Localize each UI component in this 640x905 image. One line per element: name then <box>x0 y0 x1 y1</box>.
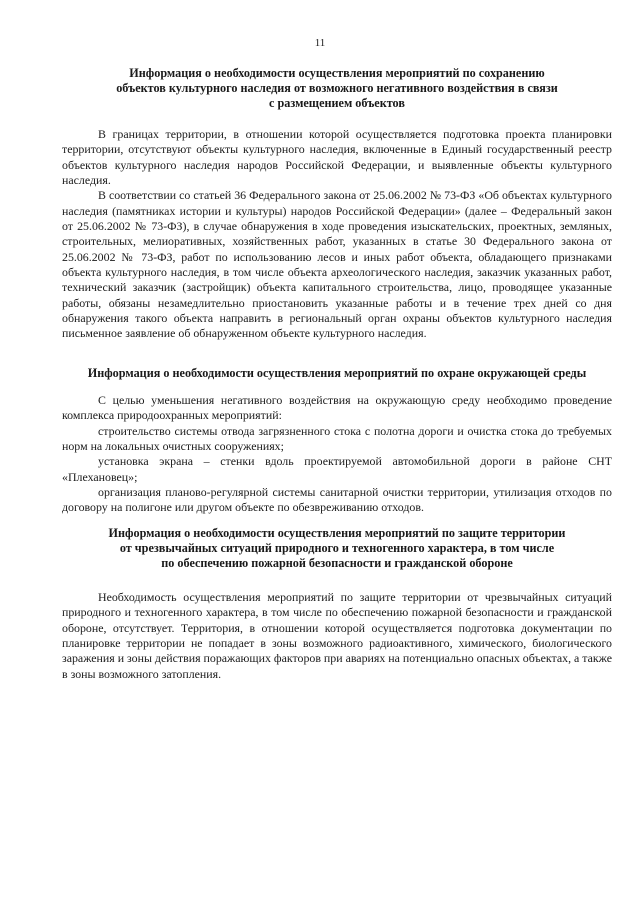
paragraph: Необходимость осуществления мероприятий по защите территории от чрезвычайных ситуаций природного и техногенного характера, в том числе по обеспечению пожарной безопасности и гражданской обороне, отсутствует. Территория, в отношении которой осуществляется подготовка документации по планировке территории не попадает в зоны возможного радиоактивного, химического, биологического заражения и зоны действия поражающих факторов при авариях на потенциально опасных объектах, а также в зоны возможного затопления. <box>62 590 613 681</box>
section-emergency-protection <box>62 526 612 682</box>
section-heading-cultural-heritage <box>62 66 612 111</box>
paragraph: В соответствии со статьей 36 Федерального закона от 25.06.2002 № 73-ФЗ «Об объектах культурного наследия (памятниках истории и культуры) народов Российской Федерации» (далее – Федеральный закон от 25.06.2002 № 73-ФЗ), в случае обнаружения в ходе проведения изыскательских, проектных, земляных, строительных, мелиоративных, хозяйственных работ, указанных в статье 30 Федерального закона от 25.06.2002 № 73-ФЗ, работ по использованию лесов и иных работ объекта, обладающего признаками объекта культурного наследия, в том числе объекта археологического наследия, заказчик указанных работ, технический заказчик (застройщик) объекта капитального строительства, лицо, проводящее указанные работы, обязаны незамедлительно приостановить указанные работы и в течение трех дней со дня обнаружения такого объекта направить в региональный орган охраны объектов культурного наследия письменное заявление об обнаруженном объекте культурного наследия. <box>62 188 612 341</box>
section-heading-environment <box>62 366 612 381</box>
list-item: организация планово-регулярной системы санитарной очистки территории, утилизация отходов по договору на полигоне или другом объекте по обезвреживанию отходов. <box>62 485 612 515</box>
page-number: 11 <box>314 37 326 49</box>
heading-line: объектов культурного наследия от возможного негативного воздействия в связи <box>116 81 558 95</box>
section-environment <box>62 366 612 516</box>
heading-line: Информация о необходимости осуществления мероприятий по охране окружающей среды <box>87 366 587 380</box>
heading-line: с размещением объектов <box>269 96 405 110</box>
heading-line: Информация о необходимости осуществления мероприятий по сохранению <box>129 66 545 80</box>
heading-line: Информация о необходимости осуществления мероприятий по защите территории <box>108 526 566 540</box>
heading-line: от чрезвычайных ситуаций природного и техногенного характера, в том числе <box>119 541 555 555</box>
heading-line: по обеспечению пожарной безопасности и гражданской обороне <box>161 556 513 570</box>
section-cultural-heritage <box>62 66 612 342</box>
list-item: строительство системы отвода загрязненного стока с полотна дороги и очистка стока до требуемых норм на локальных очистных сооружениях; <box>62 423 612 454</box>
list-item: установка экрана – стенки вдоль проектируемой автомобильной дороги в районе СНТ «Плехановец»; <box>62 454 612 484</box>
paragraph: В границах территории, в отношении которой осуществляется подготовка проекта планировки территории, отсутствуют объекты культурного наследия, включенные в Единый государственный реестр объектов культурного наследия народов Российской Федерации, и выявленные объекты культурного наследия. <box>62 127 612 188</box>
section-heading-emergency-protection <box>62 526 612 571</box>
paragraph: С целью уменьшения негативного воздействия на окружающую среду необходимо проведение комплекса природоохранных мероприятий: <box>62 393 612 423</box>
